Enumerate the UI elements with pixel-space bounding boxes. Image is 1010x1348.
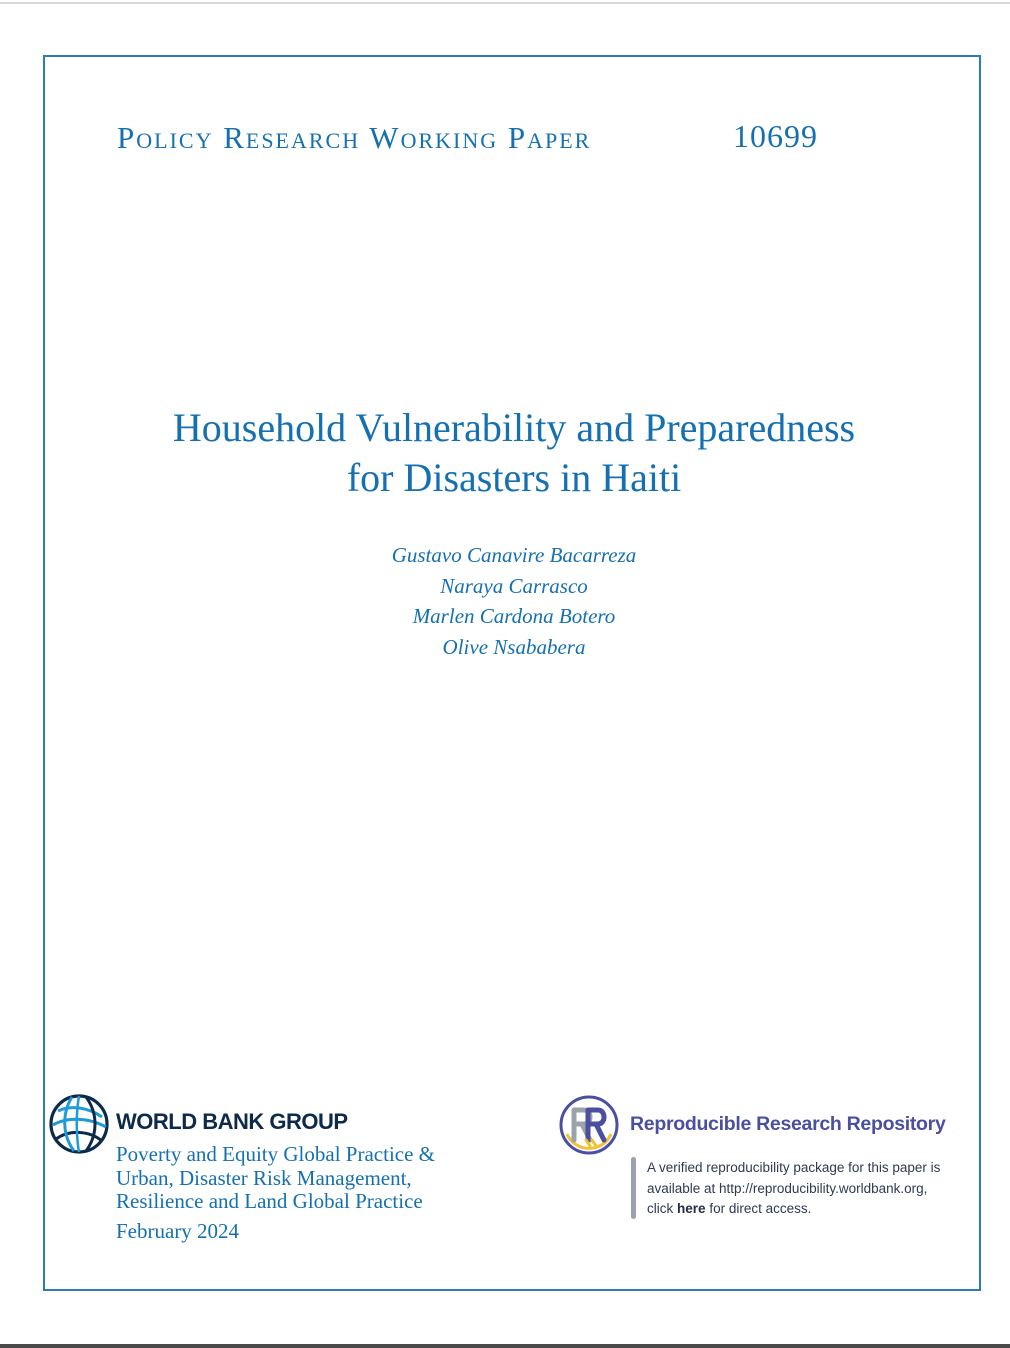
- global-practice: [116, 1143, 435, 1214]
- practice-line: Poverty and Equity Global Practice &: [116, 1142, 436, 1166]
- author-name: Olive Nsababera: [442, 634, 586, 659]
- repository-note-line-1: A verified reproducibility package for this paper is: [647, 1160, 941, 1175]
- paper-title-line-1: Household Vulnerability and Preparedness: [172, 405, 856, 450]
- repository-note: [647, 1158, 977, 1220]
- repository-note-line-3: [647, 1199, 977, 1220]
- publisher-name: WORLD BANK GROUP: [116, 1109, 348, 1134]
- repository-here-link[interactable]: here: [677, 1201, 706, 1216]
- paper-number: 10699: [733, 118, 818, 154]
- repository-note-suffix: for direct access.: [709, 1201, 812, 1216]
- author-name: Naraya Carrasco: [440, 573, 588, 598]
- reproducible-research-rr-icon: [558, 1094, 620, 1156]
- top-divider: [0, 2, 1010, 4]
- author-list: [264, 540, 764, 662]
- repository-divider: [631, 1157, 636, 1219]
- repository-title: Reproducible Research Repository: [630, 1113, 946, 1135]
- author-name: Gustavo Canavire Bacarreza: [391, 543, 637, 567]
- repository-note-prefix: click: [647, 1201, 674, 1216]
- world-bank-globe-icon: [48, 1093, 110, 1155]
- paper-title-line-2: for Disasters in Haiti: [346, 455, 682, 500]
- repository-note-line-2: available at http://reproducibility.worldbank.org,: [647, 1180, 928, 1196]
- paper-title: [100, 403, 928, 503]
- practice-line: Urban, Disaster Risk Management,: [116, 1165, 412, 1190]
- cover-frame: [43, 55, 981, 1291]
- publication-date: February 2024: [116, 1219, 240, 1243]
- series-title: Policy Research Working Paper: [117, 120, 592, 155]
- author-name: Marlen Cardona Botero: [412, 604, 616, 628]
- bottom-divider: [0, 1344, 1010, 1348]
- practice-line: Resilience and Land Global Practice: [116, 1189, 423, 1213]
